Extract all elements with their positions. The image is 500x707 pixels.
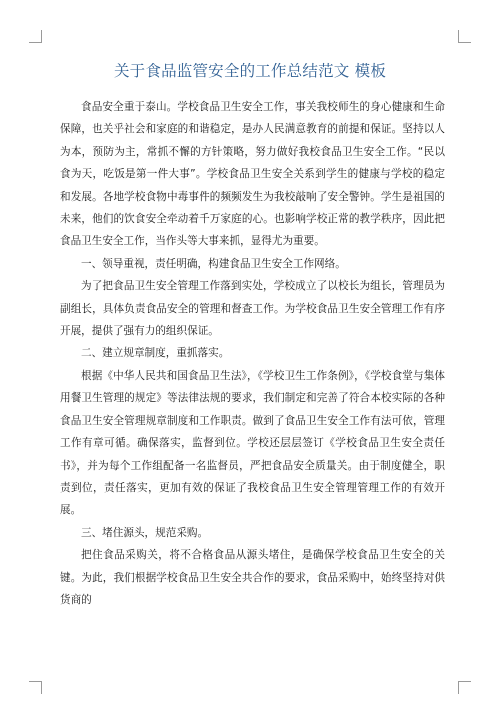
paragraph-section-2: 根据《中华人民共和国食品卫生法》，《学校卫生工作条例》，《学校食堂与集体用餐卫生管理的规定》等法律法规的要求，我们制定和完善了符合本校实际的各种食品卫生安全管理规章制度和工作职责。做到了食品卫生安全工作有法可依，管理工作有章可循。确保落实，监督到位。学校还层层签订《学校食品卫生安全责任书》，并为每个工作组配备一名监督员，严把食品安全质量关。由于制度健全，职责到位，责任落实，更加有效的保证了我校食品卫生安全管理管理工作的有效开展。	[60, 369, 445, 517]
section-heading-1: 一、领导重视，责任明确，构建食品卫生安全工作网络。	[81, 257, 346, 270]
document-title: 关于食品监管安全的工作总结范文 模板	[113, 62, 387, 80]
paragraph-intro: 食品安全重于泰山。学校食品卫生安全工作，事关我校师生的身心健康和生命保障，也关乎社会和家庭的和谐稳定，是办人民满意教育的前提和保证。坚持以人为本，预防为主，常抓不懈的方针策略，努力做好我校食品卫生安全工作。“民以食为天，吃饭是第一件大事”。学校食品卫生安全关系到学生的健康与学校的稳定和发展。各地学校食物中毒事件的频频发生为我校敲响了安全警钟。学生是祖国的未来，他们的饮食安全牵动着千万家庭的心。也影响学校正常的教学秩序，因此把食品卫生安全工作，当作头等大事来抓，显得尤为重要。	[60, 101, 445, 248]
crop-mark-bottom-right-v	[458, 681, 459, 694]
paragraph-section-3: 把住食品采购关，将不合格食品从源头堵住，是确保学校食品卫生安全的关键。为此，我们根据学校食品卫生安全共合作的要求，食品采购中，始终坚持对供货商的	[60, 549, 445, 606]
document-body	[60, 96, 445, 611]
section-heading-2: 二、建立规章制度，重抓落实。	[81, 347, 230, 360]
paragraph-section-1: 为了把食品卫生安全管理工作落到实处，学校成立了以校长为组长，管理员为副组长，具体负责食品安全的管理和督查工作。为学校食品卫生安全管理工作有序开展，提供了强有力的组织保证。	[60, 280, 445, 338]
crop-mark-top-left-v	[41, 30, 42, 43]
crop-mark-top-right-v	[458, 30, 459, 43]
crop-mark-bottom-left-v	[41, 681, 42, 694]
section-heading-3: 三、堵住源头，规范采购。	[81, 526, 209, 539]
crop-mark-bottom-right-h	[458, 681, 471, 682]
crop-mark-top-right-h	[458, 42, 471, 43]
